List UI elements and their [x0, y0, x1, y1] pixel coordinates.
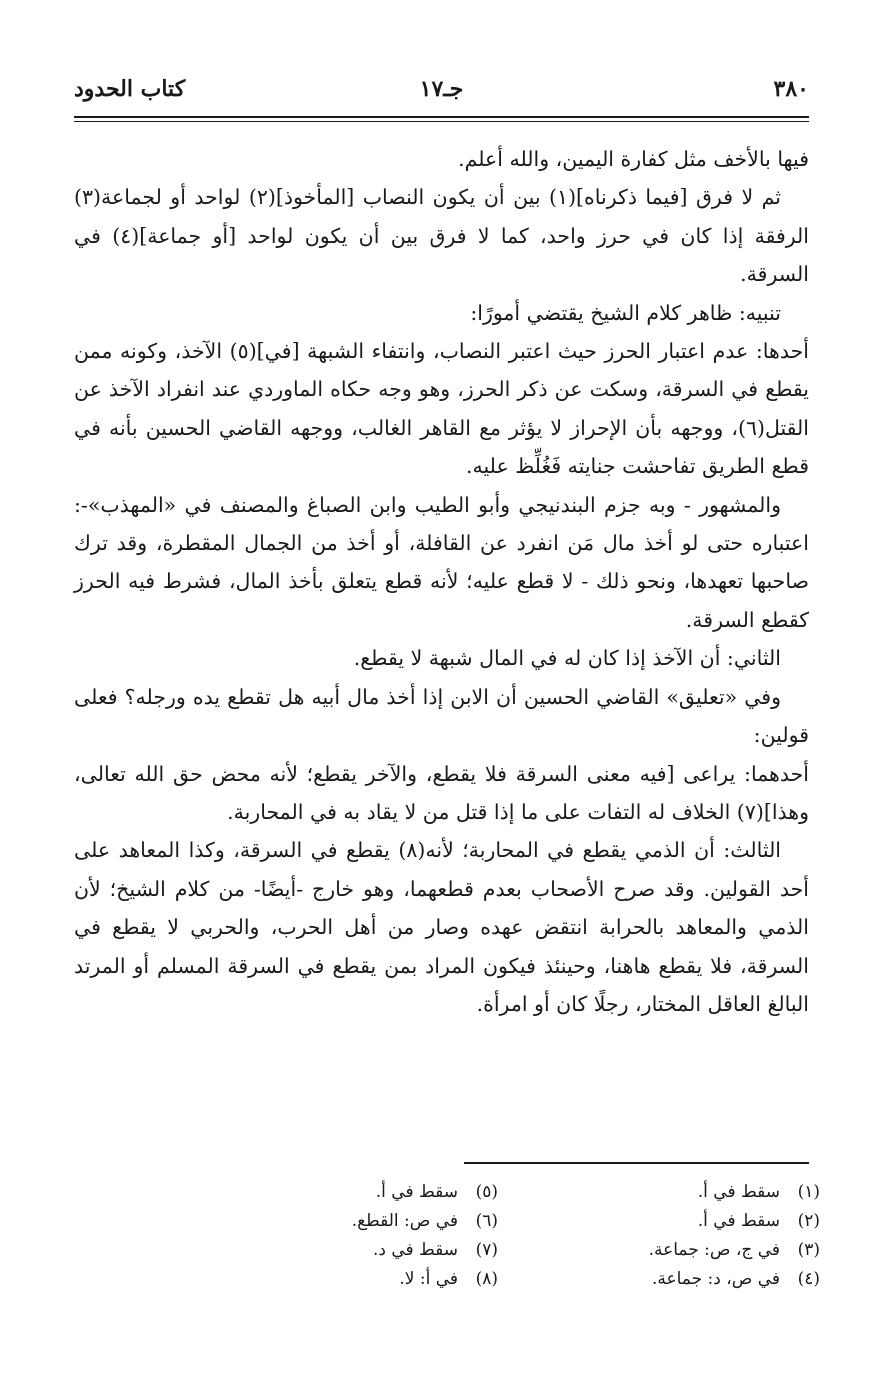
footnotes-left-column [238, 1178, 498, 1294]
header-rule-thin [74, 121, 809, 122]
paragraph: والمشهور - وبه جزم البندنيجي وأبو الطيب وابن الصباغ والمصنف في «المهذب»-: اعتباره حتى لو أخذ مال مَن انفرد عن القافلة، أو أخذ من الجمال المقطرة، وقد ترك صاحبها تعهدها، ونحو ذلك - لا قطع عليه؛ لأنه قطع يتعلق بأخذ المال، فشرط فيه الحرز كقطع السرقة. [74, 492, 809, 632]
footnote-item [238, 1236, 498, 1265]
footnote-text: سقط في أ. [697, 1182, 780, 1202]
paragraph: فيها بالأخف مثل كفارة اليمين، والله أعلم. [458, 147, 809, 171]
footnotes-right-column [560, 1178, 820, 1294]
paragraph: الثالث: أن الذمي يقطع في المحاربة؛ لأنه(٨) يقطع في السرقة، وكذا المعاهد على أحد القولين. وقد صرح الأصحاب بعدم قطعهما، وهو خارج -أيضًا- من كلام الشيخ؛ لأن الذمي والمعاهد بالحرابة انتقض عهده وصار من أهل الحرب، والحربي لا يقطع في السرقة، فلا يقطع هاهنا، وحينئذ فيكون المراد بمن يقطع في السرقة المسلم أو المرتد البالغ العاقل المختار، رجلًا كان أو امرأة. [74, 838, 809, 1016]
page-number: ٣٨٠ [773, 76, 809, 102]
footnote-item [560, 1265, 820, 1294]
footnote-number: (٣) [797, 1240, 820, 1260]
paragraph: تنبيه: ظاهر كلام الشيخ يقتضي أمورًا: [470, 300, 781, 325]
footnote-number: (١) [797, 1182, 820, 1202]
main-text [74, 140, 809, 1023]
paragraph: وفي «تعليق» القاضي الحسين أن الابن إذا أخذ مال أبيه هل تقطع يده ورجله؟ فعلى قولين: [74, 684, 809, 748]
footnote-number: (٨) [475, 1269, 498, 1289]
footnote-item [238, 1265, 498, 1294]
footnote-text: في أ: لا. [399, 1269, 458, 1289]
volume-label: جـ١٧ [419, 76, 464, 102]
footnote-item [560, 1178, 820, 1207]
footnote-item [560, 1236, 820, 1265]
running-header [74, 74, 809, 110]
footnote-separator [464, 1162, 809, 1164]
footnote-number: (٤) [797, 1269, 820, 1289]
book-title: كتاب الحدود [74, 76, 186, 102]
paragraph: أحدها: عدم اعتبار الحرز حيث اعتبر النصاب، وانتفاء الشبهة [في](٥) الآخذ، وكونه ممن يقطع في السرقة، وسكت عن ذكر الحرز، وهو وجه حكاه الماوردي عند انفراد الآخذ عن القتل(٦)، ووجهه بأن الإحراز لا يؤثر مع القاهر الغالب، ووجهه القاضي الحسين بأنه في قطع الطريق تفاحشت جنايته فَغُلِّظ عليه. [74, 339, 809, 479]
footnote-text: سقط في أ. [697, 1211, 780, 1231]
footnote-number: (٧) [475, 1240, 498, 1260]
footnote-item [238, 1207, 498, 1236]
header-rule-thick [74, 116, 809, 118]
footnote-text: سقط في أ. [375, 1182, 458, 1202]
footnote-number: (٢) [797, 1211, 820, 1231]
paragraph: الثاني: أن الآخذ إذا كان له في المال شبهة لا يقطع. [353, 646, 781, 671]
footnote-item [560, 1207, 820, 1236]
footnote-text: في ص، د: جماعة. [651, 1269, 780, 1289]
footnote-number: (٦) [475, 1211, 498, 1231]
footnote-number: (٥) [475, 1182, 498, 1202]
footnote-item [238, 1178, 498, 1207]
footnote-text: في ص: القطع. [351, 1211, 458, 1231]
paragraph: ثم لا فرق [فيما ذكرناه](١) بين أن يكون النصاب [المأخوذ](٢) لواحد أو لجماعة(٣) الرفقة إذا كان في حرز واحد، كما لا فرق بين أن يكون لواحد [أو جماعة](٤) في السرقة. [74, 185, 809, 287]
footnote-text: سقط في د. [372, 1240, 458, 1260]
paragraph: أحدهما: يراعى [فيه معنى السرقة فلا يقطع، والآخر يقطع؛ لأنه محض حق الله تعالى، وهذا](٧) الخلاف له التفات على ما إذا قتل من لا يقاد به في المحاربة. [74, 761, 809, 824]
footnote-text: في ج، ص: جماعة. [648, 1240, 780, 1260]
